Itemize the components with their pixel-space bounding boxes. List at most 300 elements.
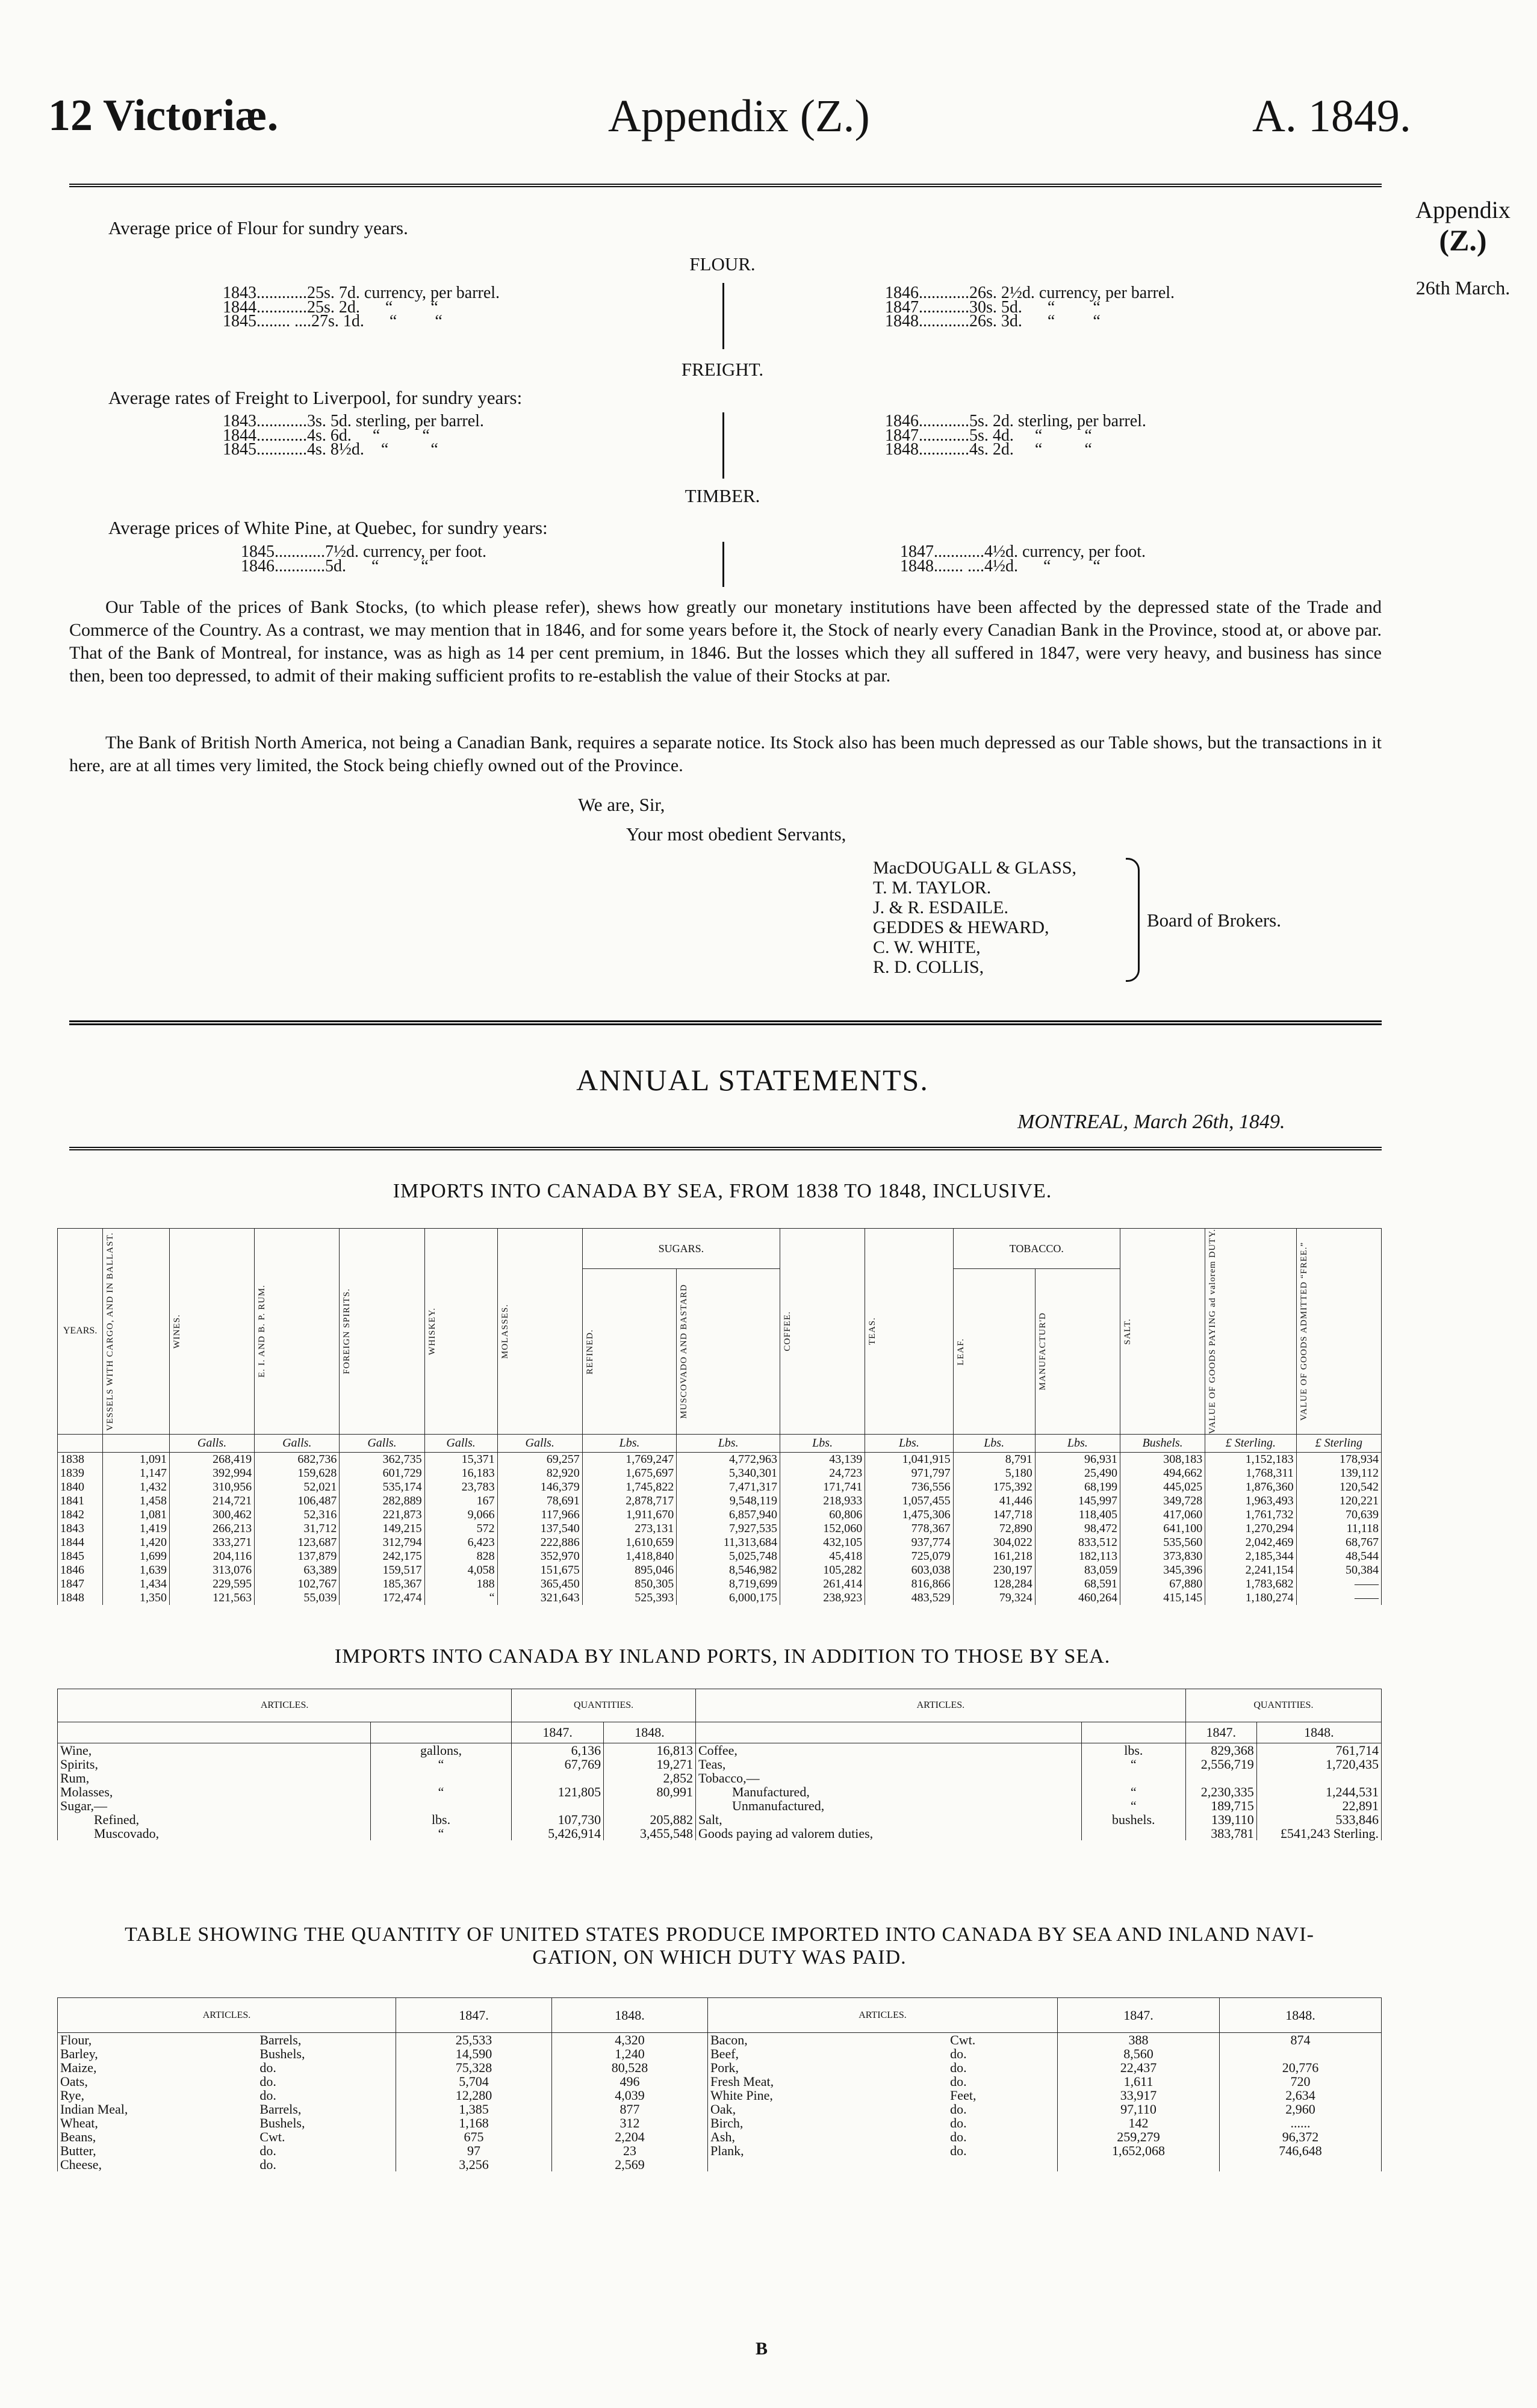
value-cell: 105,282 bbox=[780, 1563, 865, 1577]
value-cell: 603,038 bbox=[865, 1563, 953, 1577]
qty-1848-cell: ...... bbox=[1220, 2116, 1382, 2130]
closing-line2: Your most obedient Servants, bbox=[626, 824, 846, 845]
unit-cell: £ Sterling. bbox=[1205, 1434, 1296, 1452]
value-cell: 182,113 bbox=[1035, 1550, 1120, 1563]
value-cell: 535,174 bbox=[340, 1480, 424, 1494]
value-cell: 1,639 bbox=[103, 1563, 170, 1577]
value-cell: 139,112 bbox=[1296, 1466, 1381, 1480]
article-cell: Muscovado, bbox=[58, 1826, 371, 1840]
value-cell: 417,060 bbox=[1120, 1508, 1205, 1522]
header-rule bbox=[69, 184, 1382, 187]
value-cell: 5,025,748 bbox=[677, 1550, 780, 1563]
value-cell: 185,367 bbox=[340, 1577, 424, 1591]
unit-cell: “ bbox=[1081, 1757, 1185, 1771]
table-row bbox=[58, 1563, 1382, 1577]
col-rum: E. I. AND B. P. RUM. bbox=[257, 1285, 267, 1378]
value-cell: 415,145 bbox=[1120, 1591, 1205, 1605]
value-cell: 1,963,493 bbox=[1205, 1494, 1296, 1508]
table-row bbox=[58, 1466, 1382, 1480]
value-cell: 4,058 bbox=[424, 1563, 497, 1577]
value-cell: 48,544 bbox=[1296, 1550, 1381, 1563]
qty-1847-cell: 1,168 bbox=[396, 2116, 552, 2130]
unit-cell: Cwt. bbox=[257, 2130, 396, 2144]
value-cell: 1,418,840 bbox=[582, 1550, 676, 1563]
qty-1848-cell: 533,846 bbox=[1256, 1813, 1381, 1826]
value-cell: 1,270,294 bbox=[1205, 1522, 1296, 1536]
qty-1848-cell: 96,372 bbox=[1220, 2130, 1382, 2144]
article-cell: Ash, bbox=[708, 2130, 948, 2144]
value-cell: 70,639 bbox=[1296, 1508, 1381, 1522]
unit-cell: do. bbox=[948, 2047, 1057, 2061]
value-cell: 352,970 bbox=[497, 1550, 582, 1563]
value-cell: 151,675 bbox=[497, 1563, 582, 1577]
table-row bbox=[58, 1577, 1382, 1591]
table-row bbox=[58, 1757, 1382, 1771]
article-cell: Cheese, bbox=[58, 2158, 258, 2171]
value-cell: 11,313,684 bbox=[677, 1536, 780, 1550]
value-cell: 345,396 bbox=[1120, 1563, 1205, 1577]
table-row bbox=[58, 2061, 1382, 2074]
value-cell: 218,933 bbox=[780, 1494, 865, 1508]
qty-1848-cell: 761,714 bbox=[1256, 1743, 1381, 1758]
year-cell: 1847 bbox=[58, 1577, 103, 1591]
unit-cell: do. bbox=[257, 2074, 396, 2088]
divider bbox=[722, 283, 724, 349]
qty-1847-cell: 22,437 bbox=[1058, 2061, 1220, 2074]
value-cell: 725,079 bbox=[865, 1550, 953, 1563]
value-cell: 310,956 bbox=[169, 1480, 254, 1494]
group-tobacco: TOBACCO. bbox=[953, 1229, 1120, 1269]
qty-1847-cell: 829,368 bbox=[1185, 1743, 1256, 1758]
qty-1847-cell: 3,256 bbox=[396, 2158, 552, 2171]
value-cell: 7,927,535 bbox=[677, 1522, 780, 1536]
value-cell: 43,139 bbox=[780, 1452, 865, 1466]
value-cell: 9,548,119 bbox=[677, 1494, 780, 1508]
col-refined: REFINED. bbox=[585, 1329, 595, 1374]
qty-1847-cell: 1,652,068 bbox=[1058, 2144, 1220, 2158]
value-cell: 1,350 bbox=[103, 1591, 170, 1605]
unit-cell: do. bbox=[948, 2116, 1057, 2130]
article-cell: Oats, bbox=[58, 2074, 258, 2088]
article-cell: Pork, bbox=[708, 2061, 948, 2074]
unit-cell: Galls. bbox=[255, 1434, 340, 1452]
unit-cell: Galls. bbox=[497, 1434, 582, 1452]
value-cell: 1,475,306 bbox=[865, 1508, 953, 1522]
table-row bbox=[58, 2102, 1382, 2116]
qty-1848-cell: 746,648 bbox=[1220, 2144, 1382, 2158]
side-z: (Z.) bbox=[1439, 223, 1487, 257]
table-row bbox=[58, 1522, 1382, 1536]
us-col-articles-left: ARTICLES. bbox=[58, 1998, 396, 2033]
unit-cell: do. bbox=[948, 2074, 1057, 2088]
value-cell: 7,471,317 bbox=[677, 1480, 780, 1494]
qty-1848-cell: 16,813 bbox=[604, 1743, 696, 1758]
value-cell: 60,806 bbox=[780, 1508, 865, 1522]
freight-intro: Average rates of Freight to Liverpool, for sundry years: bbox=[108, 387, 523, 408]
unit-cell: do. bbox=[257, 2061, 396, 2074]
annual-title: ANNUAL STATEMENTS. bbox=[576, 1063, 929, 1097]
value-cell: 1,152,183 bbox=[1205, 1452, 1296, 1466]
col-years: YEARS. bbox=[58, 1229, 103, 1435]
value-cell: 242,175 bbox=[340, 1550, 424, 1563]
unit-cell: Lbs. bbox=[953, 1434, 1035, 1452]
annual-rule bbox=[69, 1147, 1382, 1150]
flour-heading: FLOUR. bbox=[689, 253, 756, 275]
table-row bbox=[58, 1494, 1382, 1508]
qty-1848-cell: 4,320 bbox=[552, 2033, 708, 2047]
unit-cell: Bushels, bbox=[257, 2116, 396, 2130]
value-cell: 1,783,682 bbox=[1205, 1577, 1296, 1591]
article-cell: Oak, bbox=[708, 2102, 948, 2116]
qty-1848-cell: 3,455,548 bbox=[604, 1826, 696, 1840]
value-cell: —— bbox=[1296, 1591, 1381, 1605]
article-cell: Goods paying ad valorem duties, bbox=[695, 1826, 1081, 1840]
year-cell: 1844 bbox=[58, 1536, 103, 1550]
flour-right: 1846............26s. 2½d. currency, per barrel. 1847............30s. 5d. “ “ 1848............26s. 3d. “ “ bbox=[885, 284, 1175, 330]
article-cell: Birch, bbox=[708, 2116, 948, 2130]
value-cell: 937,774 bbox=[865, 1536, 953, 1550]
qty-1848-cell bbox=[1256, 1771, 1381, 1785]
value-cell: 98,472 bbox=[1035, 1522, 1120, 1536]
value-cell: 261,414 bbox=[780, 1577, 865, 1591]
value-cell: 1,420 bbox=[103, 1536, 170, 1550]
signatories: MacDOUGALL & GLASS, T. M. TAYLOR. J. & R. ESDAILE. GEDDES & HEWARD, C. W. WHITE, R. D. COLLIS, bbox=[873, 858, 1077, 977]
value-cell: 31,712 bbox=[255, 1522, 340, 1536]
value-cell: 2,042,469 bbox=[1205, 1536, 1296, 1550]
table-row bbox=[58, 1785, 1382, 1799]
qty-1847-cell: 33,917 bbox=[1058, 2088, 1220, 2102]
qty-1848-cell: 1,244,531 bbox=[1256, 1785, 1381, 1799]
unit-cell: Galls. bbox=[340, 1434, 424, 1452]
qty-1847-cell: 2,230,335 bbox=[1185, 1785, 1256, 1799]
table-row bbox=[58, 1799, 1382, 1813]
year-cell: 1841 bbox=[58, 1494, 103, 1508]
unit-cell: Feet, bbox=[948, 2088, 1057, 2102]
value-cell: 214,721 bbox=[169, 1494, 254, 1508]
unit-cell: lbs. bbox=[370, 1813, 511, 1826]
value-cell: 172,474 bbox=[340, 1591, 424, 1605]
value-cell: 535,560 bbox=[1120, 1536, 1205, 1550]
qty-1847-cell: 14,590 bbox=[396, 2047, 552, 2061]
value-cell: 68,767 bbox=[1296, 1536, 1381, 1550]
qty-1848-cell bbox=[1220, 2047, 1382, 2061]
closing-line1: We are, Sir, bbox=[578, 794, 665, 815]
year-cell: 1845 bbox=[58, 1550, 103, 1563]
value-cell: 682,736 bbox=[255, 1452, 340, 1466]
table-row bbox=[58, 2074, 1382, 2088]
table-row bbox=[58, 1771, 1382, 1785]
article-cell: Fresh Meat, bbox=[708, 2074, 948, 2088]
year-cell: 1846 bbox=[58, 1563, 103, 1577]
table-row bbox=[58, 1452, 1382, 1466]
unit-cell bbox=[1081, 1826, 1185, 1840]
unit-cell: bushels. bbox=[1081, 1813, 1185, 1826]
value-cell: 304,022 bbox=[953, 1536, 1035, 1550]
value-cell: 171,741 bbox=[780, 1480, 865, 1494]
value-cell: 1,610,659 bbox=[582, 1536, 676, 1550]
col-teas: TEAS. bbox=[868, 1317, 878, 1345]
divider bbox=[722, 412, 724, 479]
qty-1848-cell: 2,569 bbox=[552, 2158, 708, 2171]
qty-1848-cell: 2,852 bbox=[604, 1771, 696, 1785]
article-cell: Beans, bbox=[58, 2130, 258, 2144]
article-cell: Sugar,— bbox=[58, 1799, 371, 1813]
qty-1847-cell bbox=[512, 1771, 604, 1785]
qty-1847-cell: 383,781 bbox=[1185, 1826, 1256, 1840]
value-cell: 268,419 bbox=[169, 1452, 254, 1466]
value-cell: 137,540 bbox=[497, 1522, 582, 1536]
unit-cell: “ bbox=[1081, 1799, 1185, 1813]
timber-heading: TIMBER. bbox=[685, 485, 760, 506]
paragraph-bank-stocks: Our Table of the prices of Bank Stocks, (to which please refer), shews how greatly our monetary institutions have been affected by the depressed state of the Trade and Commerce of the Country. As a contrast, we may mention that in 1846, and for some years before it, the Stock of nearly every Canadian Bank in the Province, stood at, or above par. That of the Bank of Montreal, for instance, was as high as 14 per cent premium, in 1846. But the losses which they all suffered in 1847, were very heavy, and business has since then, been too depressed, to admit of their making sufficient profits to re-establish the value of their Stocks at par. bbox=[69, 597, 1382, 686]
value-cell: 308,183 bbox=[1120, 1452, 1205, 1466]
value-cell: 82,920 bbox=[497, 1466, 582, 1480]
value-cell: 313,076 bbox=[169, 1563, 254, 1577]
unit-cell: Lbs. bbox=[865, 1434, 953, 1452]
unit-cell: Barrels, bbox=[257, 2033, 396, 2047]
sea-imports-table bbox=[57, 1228, 1382, 1605]
value-cell: 229,595 bbox=[169, 1577, 254, 1591]
value-cell: 24,723 bbox=[780, 1466, 865, 1480]
qty-1847-cell: 2,556,719 bbox=[1185, 1757, 1256, 1771]
value-cell: 445,025 bbox=[1120, 1480, 1205, 1494]
value-cell: 175,392 bbox=[953, 1480, 1035, 1494]
value-cell: 572 bbox=[424, 1522, 497, 1536]
unit-cell: do. bbox=[948, 2130, 1057, 2144]
qty-1847-cell: 121,805 bbox=[512, 1785, 604, 1799]
article-cell: Butter, bbox=[58, 2144, 258, 2158]
unit-cell bbox=[1081, 1771, 1185, 1785]
year-cell: 1839 bbox=[58, 1466, 103, 1480]
value-cell: 55,039 bbox=[255, 1591, 340, 1605]
qty-1847-cell: 139,110 bbox=[1185, 1813, 1256, 1826]
timber-intro: Average prices of White Pine, at Quebec, for sundry years: bbox=[108, 517, 548, 538]
value-cell: —— bbox=[1296, 1577, 1381, 1591]
value-cell: 23,783 bbox=[424, 1480, 497, 1494]
value-cell: 1,180,274 bbox=[1205, 1591, 1296, 1605]
inland-col-quantities-right: QUANTITIES. bbox=[1185, 1689, 1381, 1722]
unit-cell bbox=[948, 2158, 1057, 2171]
qty-1848-cell: 4,039 bbox=[552, 2088, 708, 2102]
value-cell: 50,384 bbox=[1296, 1563, 1381, 1577]
article-cell: Wheat, bbox=[58, 2116, 258, 2130]
qty-1848-cell: 2,204 bbox=[552, 2130, 708, 2144]
freight-left: 1843............3s. 5d. sterling, per barrel. 1844............4s. 6d. “ “ 1845............4s. 8½d. “ “ bbox=[223, 412, 484, 459]
value-cell: 778,367 bbox=[865, 1522, 953, 1536]
value-cell: 1,434 bbox=[103, 1577, 170, 1591]
value-cell: 79,324 bbox=[953, 1591, 1035, 1605]
article-cell: Maize, bbox=[58, 2061, 258, 2074]
qty-1848-cell: 1,240 bbox=[552, 2047, 708, 2061]
inland-col-quantities-left: QUANTITIES. bbox=[512, 1689, 696, 1722]
timber-right: 1847............4½d. currency, per foot. 1848....... ....4½d. “ “ bbox=[900, 542, 1146, 576]
qty-1847-cell bbox=[1185, 1771, 1256, 1785]
value-cell: 266,213 bbox=[169, 1522, 254, 1536]
value-cell: 45,418 bbox=[780, 1550, 865, 1563]
brace bbox=[1126, 858, 1140, 982]
qty-1847-cell: 142 bbox=[1058, 2116, 1220, 2130]
value-cell: 2,185,344 bbox=[1205, 1550, 1296, 1563]
qty-1847-cell: 5,426,914 bbox=[512, 1826, 604, 1840]
value-cell: 850,305 bbox=[582, 1577, 676, 1591]
value-cell: 96,931 bbox=[1035, 1452, 1120, 1466]
divider bbox=[722, 542, 724, 587]
qty-1848-cell bbox=[1220, 2158, 1382, 2171]
unit-cell: Cwt. bbox=[948, 2033, 1057, 2047]
col-muscovado: MUSCOVADO AND BASTARD bbox=[679, 1284, 689, 1419]
value-cell: 121,563 bbox=[169, 1591, 254, 1605]
value-cell: 365,450 bbox=[497, 1577, 582, 1591]
group-sugars: SUGARS. bbox=[582, 1229, 780, 1269]
value-cell: 137,879 bbox=[255, 1550, 340, 1563]
qty-1848-cell: 874 bbox=[1220, 2033, 1382, 2047]
value-cell: 120,221 bbox=[1296, 1494, 1381, 1508]
qty-1848-cell: 877 bbox=[552, 2102, 708, 2116]
table-row bbox=[58, 2130, 1382, 2144]
qty-1848-cell bbox=[604, 1799, 696, 1813]
article-cell: White Pine, bbox=[708, 2088, 948, 2102]
unit-cell bbox=[58, 1434, 103, 1452]
value-cell: 373,830 bbox=[1120, 1550, 1205, 1563]
qty-1847-cell: 75,328 bbox=[396, 2061, 552, 2074]
unit-cell: do. bbox=[948, 2102, 1057, 2116]
value-cell: 895,046 bbox=[582, 1563, 676, 1577]
value-cell: 525,393 bbox=[582, 1591, 676, 1605]
flour-left: 1843............25s. 7d. currency, per barrel. 1844............25s. 2d. “ “ 1845........ ....27s. 1d. “ “ bbox=[223, 284, 500, 330]
value-cell: 1,911,670 bbox=[582, 1508, 676, 1522]
value-cell: 221,873 bbox=[340, 1508, 424, 1522]
qty-1848-cell: 496 bbox=[552, 2074, 708, 2088]
article-cell: Molasses, bbox=[58, 1785, 371, 1799]
value-cell: 300,462 bbox=[169, 1508, 254, 1522]
article-cell: Refined, bbox=[58, 1813, 371, 1826]
unit-cell: Lbs. bbox=[582, 1434, 676, 1452]
col-leaf: LEAF. bbox=[955, 1338, 966, 1365]
value-cell: 167 bbox=[424, 1494, 497, 1508]
qty-1847-cell: 25,533 bbox=[396, 2033, 552, 2047]
table-row bbox=[58, 2047, 1382, 2061]
table-row bbox=[58, 2088, 1382, 2102]
article-cell: Barley, bbox=[58, 2047, 258, 2061]
article-cell: Manufactured, bbox=[695, 1785, 1081, 1799]
value-cell: 67,880 bbox=[1120, 1577, 1205, 1591]
qty-1848-cell: 23 bbox=[552, 2144, 708, 2158]
article-cell: Rum, bbox=[58, 1771, 371, 1785]
value-cell: 8,719,699 bbox=[677, 1577, 780, 1591]
qty-1847-cell: 8,560 bbox=[1058, 2047, 1220, 2061]
qty-1848-cell: 1,720,435 bbox=[1256, 1757, 1381, 1771]
article-cell: Indian Meal, bbox=[58, 2102, 258, 2116]
table-row bbox=[58, 1508, 1382, 1522]
value-cell: 1,876,360 bbox=[1205, 1480, 1296, 1494]
value-cell: 25,490 bbox=[1035, 1466, 1120, 1480]
value-cell: 1,761,732 bbox=[1205, 1508, 1296, 1522]
article-cell: Plank, bbox=[708, 2144, 948, 2158]
qty-1848-cell: 2,634 bbox=[1220, 2088, 1382, 2102]
value-cell: 222,886 bbox=[497, 1536, 582, 1550]
value-cell: 1,091 bbox=[103, 1452, 170, 1466]
value-cell: 41,446 bbox=[953, 1494, 1035, 1508]
table-row bbox=[58, 1813, 1382, 1826]
qty-1847-cell: 189,715 bbox=[1185, 1799, 1256, 1813]
value-cell: 106,487 bbox=[255, 1494, 340, 1508]
qty-1847-cell: 107,730 bbox=[512, 1813, 604, 1826]
annual-dateline: MONTREAL, March 26th, 1849. bbox=[1017, 1111, 1285, 1133]
unit-cell: “ bbox=[370, 1757, 511, 1771]
table-row bbox=[58, 2033, 1382, 2047]
article-cell: Spirits, bbox=[58, 1757, 371, 1771]
value-cell: 4,772,963 bbox=[677, 1452, 780, 1466]
unit-cell: lbs. bbox=[1081, 1743, 1185, 1758]
us-produce-table: ARTICLES. 1847. 1848. ARTICLES. 1847. 1848. Flour, Barrels, 25,533 4,320 Bacon, Cwt. 388 874 Barley, Bushels, 14,590 1,240 Beef, do. 8,560 Maize, do. 75,328 80,528 Pork, do. 22,437 20,776 Oats, do. 5,704 496 Fresh Meat, do. 1,611 720 Rye, do. 12,280 4,039 White Pine, Feet, 33,917 2,634 Indian Meal, Barrels, 1,385 877 Oak, do. 97,110 2,960 Wheat, Bushels, 1,168 312 Birch, do. 142 ...... Beans, Cwt. 675 2,204 Ash, do. 259,279 96,372 Butter, do. 97 23 Plank, do. 1,652,068 746,648 Cheese, do. 3,256 2,569 bbox=[57, 1997, 1382, 2171]
value-cell: 1,458 bbox=[103, 1494, 170, 1508]
value-cell: 52,316 bbox=[255, 1508, 340, 1522]
value-cell: 1,432 bbox=[103, 1480, 170, 1494]
year-cell: 1848 bbox=[58, 1591, 103, 1605]
header-left: 12 Victoriæ. bbox=[48, 91, 279, 140]
table-row bbox=[58, 1591, 1382, 1605]
table-row bbox=[58, 1550, 1382, 1563]
value-cell: “ bbox=[424, 1591, 497, 1605]
value-cell: 159,517 bbox=[340, 1563, 424, 1577]
qty-1848-cell: 20,776 bbox=[1220, 2061, 1382, 2074]
unit-cell: £ Sterling bbox=[1296, 1434, 1381, 1452]
value-cell: 68,591 bbox=[1035, 1577, 1120, 1591]
unit-cell: do. bbox=[257, 2144, 396, 2158]
header-right: A. 1849. bbox=[1252, 91, 1411, 141]
value-cell: 282,889 bbox=[340, 1494, 424, 1508]
value-cell: 123,687 bbox=[255, 1536, 340, 1550]
article-cell: Rye, bbox=[58, 2088, 258, 2102]
value-cell: 178,934 bbox=[1296, 1452, 1381, 1466]
col-free: VALUE OF GOODS ADMITTED “FREE.” bbox=[1299, 1241, 1309, 1421]
value-cell: 432,105 bbox=[780, 1536, 865, 1550]
unit-cell: do. bbox=[948, 2061, 1057, 2074]
col-salt: SALT. bbox=[1122, 1318, 1132, 1345]
value-cell: 8,546,982 bbox=[677, 1563, 780, 1577]
inland-col-articles-right: ARTICLES. bbox=[695, 1689, 1185, 1722]
value-cell: 8,791 bbox=[953, 1452, 1035, 1466]
unit-cell: gallons, bbox=[370, 1743, 511, 1758]
table-row bbox=[58, 1480, 1382, 1494]
value-cell: 1,147 bbox=[103, 1466, 170, 1480]
qty-1847-cell: 6,136 bbox=[512, 1743, 604, 1758]
value-cell: 159,628 bbox=[255, 1466, 340, 1480]
article-cell: Wine, bbox=[58, 1743, 371, 1758]
value-cell: 6,000,175 bbox=[677, 1591, 780, 1605]
unit-cell: Bushels. bbox=[1120, 1434, 1205, 1452]
article-cell: Flour, bbox=[58, 2033, 258, 2047]
value-cell: 1,419 bbox=[103, 1522, 170, 1536]
freight-right: 1846............5s. 2d. sterling, per barrel. 1847............5s. 4d. “ “ 1848............4s. 2d. “ “ bbox=[885, 412, 1146, 459]
value-cell: 833,512 bbox=[1035, 1536, 1120, 1550]
value-cell: 1,057,455 bbox=[865, 1494, 953, 1508]
year-cell: 1843 bbox=[58, 1522, 103, 1536]
value-cell: 238,923 bbox=[780, 1591, 865, 1605]
value-cell: 349,728 bbox=[1120, 1494, 1205, 1508]
unit-cell: Lbs. bbox=[677, 1434, 780, 1452]
col-manufactured: MANUFACTUR'D bbox=[1037, 1312, 1048, 1391]
value-cell: 69,257 bbox=[497, 1452, 582, 1466]
inland-imports-table: ARTICLES. QUANTITIES. ARTICLES. QUANTITIES. 1847. 1848. 1847. 1848. Wine, gallons, 6,136 16,813 Coffee, lbs. 829,368 761,714 Spirits, “ 67,769 19,271 Teas, “ 2,556,719 1,720,435 Rum, 2,852 Tobacco,— Molasses, “ 121,805 80,991 Manufactured, “ 2,230,335 1,244,531 Sugar,— Unmanufactured, “ 189,715 22,891 Refined, lbs. 107,730 205,882 Salt, bushels. 139,110 533,846 Muscovado, “ 5,426,914 3,455,548 Goods paying ad valorem duties, 383,781 £541,243 Sterling. bbox=[57, 1689, 1382, 1840]
qty-1847-cell: 1,611 bbox=[1058, 2074, 1220, 2088]
table-row bbox=[58, 1743, 1382, 1758]
value-cell: 78,691 bbox=[497, 1494, 582, 1508]
timber-left: 1845............7½d. currency, per foot. 1846............5d. “ “ bbox=[241, 542, 486, 576]
value-cell: 204,116 bbox=[169, 1550, 254, 1563]
value-cell: 828 bbox=[424, 1550, 497, 1563]
col-vessels: VESSELS WITH CARGO, AND IN BALLAST. bbox=[105, 1232, 116, 1431]
